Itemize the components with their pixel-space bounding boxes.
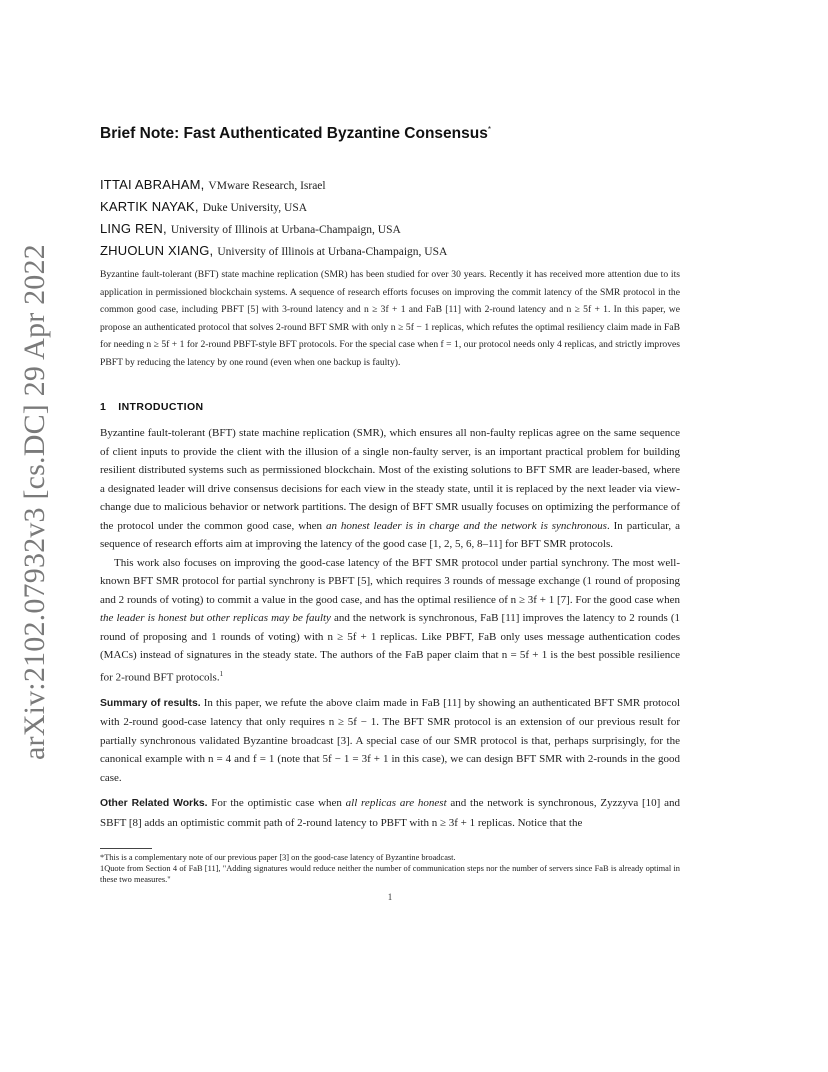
section-title: INTRODUCTION [118, 401, 204, 413]
author-name: ITTAI ABRAHAM, [100, 177, 205, 192]
emphasis-text: the leader is honest but other replicas may be faulty [100, 612, 331, 624]
paper-title-text: Brief Note: Fast Authenticated Byzantine Consensus [100, 125, 488, 143]
paragraph-text: In this paper, we refute the above claim made in FaB [11] by showing an authenticated BFT SMR protocol with 2-round good-case latency that only requires n ≥ 5f − 1. The BFT SMR protocol is an extension of our previous result for partially synchronous validated Byzantine broadcast [3]. A special case of our SMR protocol is that, perhaps surprisingly, for the canonical example with n = 4 and f = 1 (note that 5f − 1 = 3f + 1 in this case), we can design BFT SMR with 2-rounds in the good case. [100, 696, 681, 784]
paragraph-text: and the network is synchronous, FaB [11] improves the latency to 2 rounds (1 round of proposing and 1 rounds of voting) with n ≥ 5f + 1 replicas. Like PBFT, FaB only uses message authentication codes (MACs) instead of signatures in the steady state. The authors of the FaB paper claim that n = 5f + 1 is the best possible resilience for 2-round BFT protocols. [100, 612, 680, 684]
footnote: *This is a complementary note of our previous paper [3] on the good-case latency of Byzantine broadcast. [100, 853, 456, 862]
paragraph-text: This work also focuses on improving the good-case latency of the BFT SMR protocol under partial synchrony. The most well-known BFT SMR protocol for partial synchrony is PBFT [5], which requires 3 rounds of message exchange (1 round of proposing and 2 rounds of voting) to commit a value in the good case, and has the optimal resilience of n ≥ 3f + 1 [7]. For the good case when [100, 556, 680, 606]
body-paragraph [100, 424, 680, 554]
body-paragraph [100, 794, 680, 832]
author-name: LING REN, [100, 221, 167, 236]
author-name: KARTIK NAYAK, [100, 199, 199, 214]
author-entry [100, 196, 447, 218]
author-affiliation: University of Illinois at Urbana-Champaign, USA [170, 224, 401, 236]
author-entry [100, 240, 447, 262]
section-body [100, 424, 680, 832]
author-entry [100, 174, 447, 196]
body-paragraph [100, 554, 680, 687]
body-paragraph [100, 694, 680, 788]
paragraph-text: . In particular, a sequence of research efforts aim at improving the latency of the good case [1, 2, 5, 6, 8–11] for BFT SMR protocols. [100, 519, 680, 550]
paragraph-text: For the optimistic case when [207, 797, 346, 810]
title-footnote-mark: * [487, 125, 491, 134]
section-heading [100, 401, 204, 413]
footnote-divider [100, 848, 152, 849]
section-number: 1 [100, 401, 107, 413]
author-name: ZHUOLUN XIANG, [100, 243, 214, 258]
paragraph-text: Byzantine fault-tolerant (BFT) state machine replication (SMR), which ensures all non-faulty replicas agree on the same sequence of client inputs to provide the client with the illusion of a single non-faulty server, is an important practical problem for building resilient distributed systems such as permissioned blockchain. Most of the existing solutions to BFT SMR are leader-based, where a designated leader will drive consensus decisions for each view in the steady state, until it is replaced by the next leader via view-change due to malicious behavior or network partitions. The design of BFT SMR usually focuses on optimizing the performance of the protocol under the common good case, when [100, 427, 680, 532]
page-number: 1 [387, 892, 393, 902]
paragraph-text: and the network is synchronous, Zyzzyva [10] and SBFT [8] adds an optimistic commit path of 2-round latency to PBFT with n ≥ 3f + 1 replicas. Notice that the [100, 797, 680, 829]
footnote: 1Quote from Section 4 of FaB [11], "Adding signatures would reduce neither the number of communication steps nor the number of servers since FaB is already optimal in these two measures." [100, 864, 680, 884]
abstract: Byzantine fault-tolerant (BFT) state machine replication (SMR) has been studied for over 30 years. Recently it has received more attention due to its application in permissioned blockchain systems. A sequence of research efforts focuses on improving the commit latency of the SMR protocol in the common good case, including PBFT [5] with 3-round latency and n ≥ 3f + 1 and FaB [11] with 2-round latency and n ≥ 5f + 1. In this paper, we propose an authenticated protocol that solves 2-round BFT SMR with only n ≥ 5f − 1 replicas, which refutes the optimal resiliency claim made in FaB for needing n ≥ 5f + 1 for 2-round PBFT-style BFT protocols. For the special case when f = 1, our protocol needs only 4 replicas, and strictly improves PBFT by reducing the latency by one round (even when one backup is faulty). [100, 269, 680, 368]
author-affiliation: VMware Research, Israel [208, 180, 326, 192]
author-list [100, 174, 447, 262]
arxiv-identifier-stamp: arXiv:2102.07932v3 [cs.DC] 29 Apr 2022 [18, 244, 51, 760]
paper-title [100, 125, 491, 143]
paragraph-heading: Summary of results. [100, 697, 201, 709]
footnote-reference: 1 [219, 669, 224, 678]
footnotes [100, 852, 680, 885]
paragraph-heading: Other Related Works. [100, 798, 208, 810]
author-affiliation: University of Illinois at Urbana-Champaign, USA [217, 246, 448, 258]
emphasis-text: all replicas are honest [345, 797, 447, 810]
author-entry [100, 218, 447, 240]
author-affiliation: Duke University, USA [202, 202, 308, 214]
emphasis-text: an honest leader is in charge and the network is synchronous [325, 519, 607, 532]
